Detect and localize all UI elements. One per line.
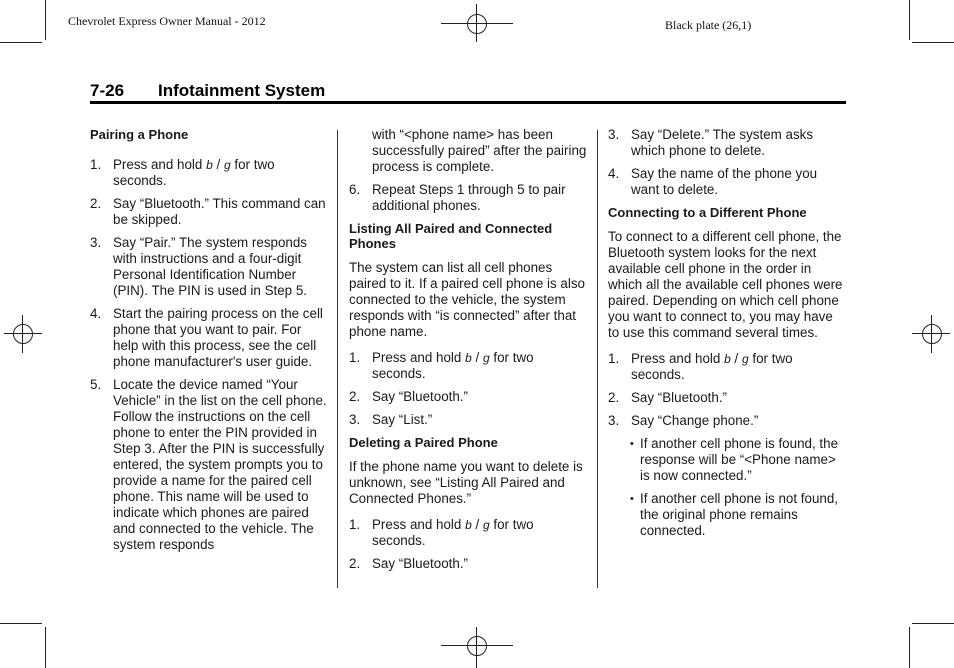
list-item: 1. Press and hold b / g for two seconds. [90,157,275,188]
list-item-continuation: with “<phone name> has been successfully paired” after the pairing process is complete. [372,127,587,174]
voice-icon: g [482,518,490,532]
voice-icon: g [482,351,490,365]
list-item: 2. Say “Bluetooth.” This command can be skipped. [90,196,326,227]
column-2 [349,127,589,579]
crop-mark [45,627,46,668]
list-item: 1. Press and hold b / g for two seconds. [608,351,793,382]
heading-listing: Listing All Paired and Connected Phones [349,221,553,251]
section-title: Infotainment System [158,81,326,100]
voice-icon: g [223,158,231,172]
heading-connecting: Connecting to a Different Phone [608,205,807,220]
list-item: 3. Say “Pair.” The system responds with instructions and a four-digit Personal Identification Number (PIN). The PIN is used in Step 5. [90,235,308,298]
bullet-icon: • [630,438,634,450]
heading-pairing: Pairing a Phone [90,127,189,142]
crop-mark [0,42,42,43]
crop-mark [0,623,42,624]
list-item: 3. Say “List.” [349,412,433,427]
crop-mark [912,623,954,624]
list-item: 1. Press and hold b / g for two seconds. [349,350,534,381]
crop-mark [912,42,954,43]
plate-label: Black plate (26,1) [665,18,752,32]
crop-mark [909,0,910,40]
list-item: 5. Locate the device named “Your Vehicle” in the list on the cell phone. Follow the instructions on the cell phone to enter the PIN provided in Step 3. After the PIN is successfully entered, the system prompts you to provide a name for the paired cell phone. This name will be used to indicate which phones are paired and connected to the vehicle. The system responds [90,377,327,552]
bullet-item: • If another cell phone is found, the response will be “<Phone name> is now connected.” [608,436,846,484]
title-rule [90,101,846,104]
list-item: 2. Say “Bluetooth.” [349,556,469,571]
list-item: 1. Press and hold b / g for two seconds. [349,517,534,548]
bullet-icon: • [630,493,634,505]
list-item: 3. Say “Delete.” The system asks which phone to delete. [608,127,814,158]
list-item: 3. Say “Change phone.” [608,413,759,428]
page-title [90,81,325,101]
section-number: 7-26 [90,81,125,100]
phone-icon: b [465,518,472,532]
column-divider [337,130,338,588]
phone-icon: b [465,351,472,365]
list-item: 2. Say “Bluetooth.” [608,390,728,405]
list-item: 4. Say the name of the phone you want to delete. [608,166,818,197]
paragraph: The system can list all cell phones paired to it. If a paired cell phone is also connected to the vehicle, the system responds with “is connected” after that phone name. [349,260,585,339]
bullet-item: • If another cell phone is not found, the original phone remains connected. [608,491,846,539]
phone-icon: b [206,158,213,172]
column-3 [608,127,846,546]
paragraph: To connect to a different cell phone, the Bluetooth system looks for the next available cell phone in the order in which all the available cell phones were paired. Depending on which cell phone you want to connect to, you may have to use this command several times. [608,229,843,340]
crop-mark [45,0,46,40]
list-item: 2. Say “Bluetooth.” [349,389,469,404]
paragraph: If the phone name you want to delete is unknown, see “Listing All Paired and Connected Phones.” [349,459,583,506]
list-item: 4. Start the pairing process on the cell phone that you want to pair. For help with this process, see the cell phone manufacturer's user guide. [90,306,323,369]
voice-icon: g [741,352,749,366]
column-1 [90,127,330,560]
manual-title: Chevrolet Express Owner Manual - 2012 [68,14,266,28]
crop-mark [909,627,910,668]
heading-deleting: Deleting a Paired Phone [349,435,498,450]
list-item: 6. Repeat Steps 1 through 5 to pair additional phones. [349,182,566,213]
column-divider [597,130,598,588]
phone-icon: b [724,352,731,366]
